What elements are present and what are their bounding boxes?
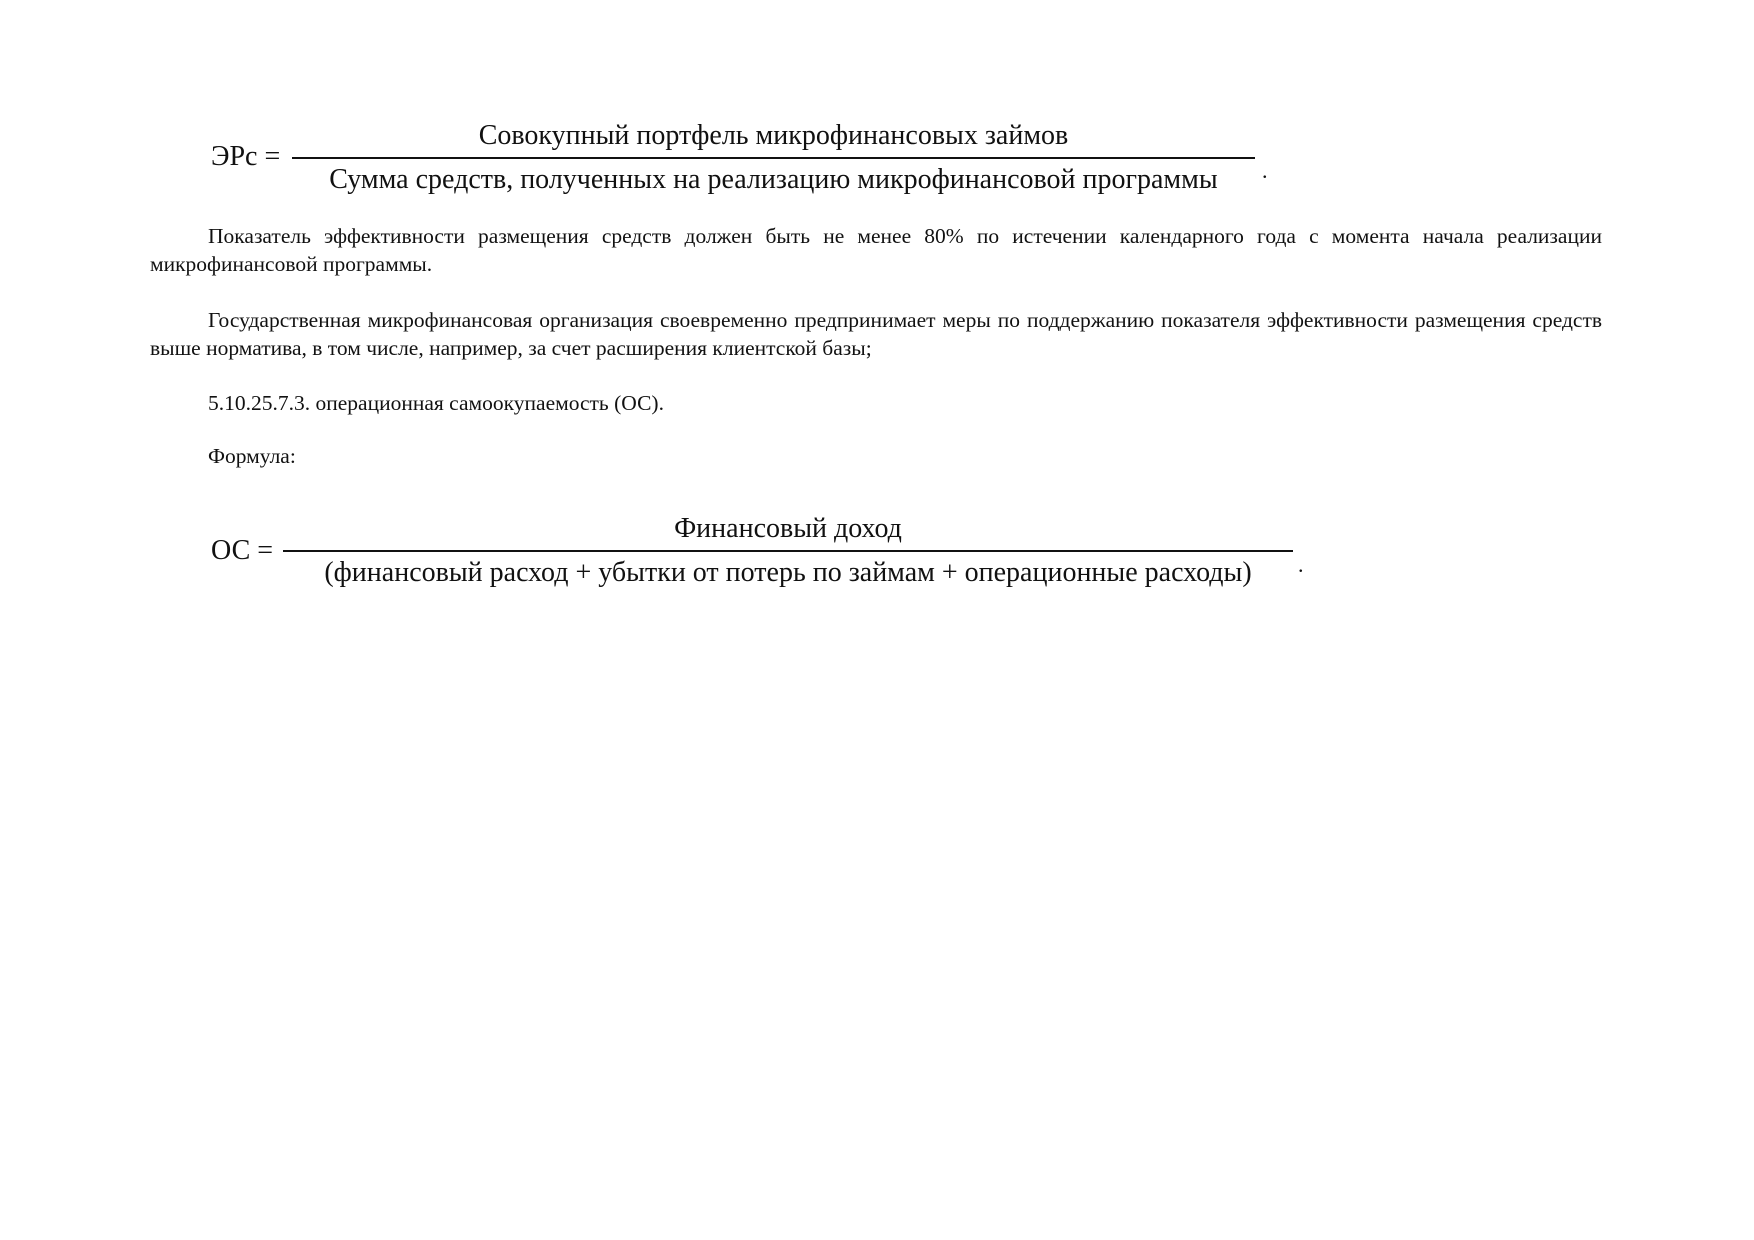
formula-oc-denominator: (финансовый расход + убытки от потерь по займам + операционные расходы) [324, 557, 1252, 588]
formula-oc-numerator: Финансовый доход [674, 513, 902, 544]
formula-erc-numerator: Совокупный портфель микрофинансовых займов [478, 120, 1069, 151]
section-heading: 5.10.25.7.3. операционная самоокупаемость (ОС). [208, 391, 664, 415]
formula-erc-period: . [1262, 158, 1268, 183]
fraction-bar [283, 550, 1293, 552]
formula-oc-lhs: ОС = [211, 535, 274, 566]
paragraph-efficiency-threshold: Показатель эффективности размещения средств должен быть не менее 80% по истечении календарного года с момента начала реализации микрофинансовой программы. [150, 224, 1602, 276]
formula-erc-denominator: Сумма средств, полученных на реализацию микрофинансовой программы [329, 164, 1218, 195]
formula-label: Формула: [208, 444, 296, 468]
formula-erc-lhs: ЭРс = [211, 141, 281, 172]
paragraph-measures: Государственная микрофинансовая организация своевременно предпринимает меры по поддержанию показателя эффективности размещения средств выше норматива, в том числе, например, за счет расширения клиентской базы; [150, 308, 1602, 360]
fraction-bar [292, 157, 1255, 159]
formula-oc-period: . [1298, 552, 1304, 577]
